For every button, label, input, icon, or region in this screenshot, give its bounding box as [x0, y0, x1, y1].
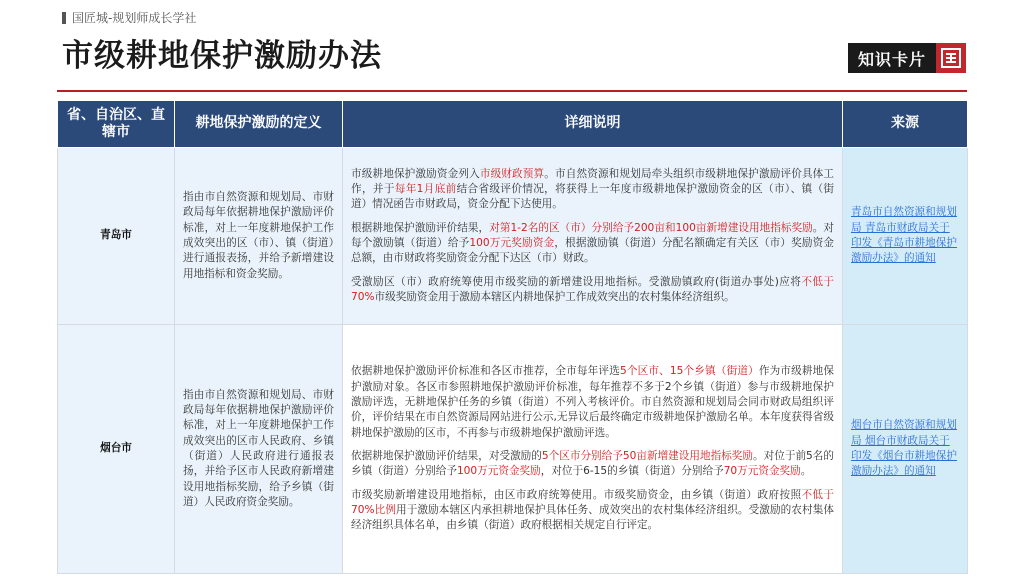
policy-table — [57, 100, 968, 574]
knowledge-card-badge — [848, 43, 966, 73]
detail-paragraph: 依据耕地保护激励评价标准和各区市推荐，全市每年评选5个区市、15个乡镇（街道）作为市级耕地保护激励对象。各区市参照耕地保护激励评价标准，每年推荐不多于2个乡镇（街道）参与市级耕地保护激励评选，无耕地保护任务的乡镇（街道）不列入考核评价。市自然资源和规划局会同市财政局组织评价，评价结果在市自然资源局网站进行公示,无异议后最终确定市级耕地保护激励名单。本年度获得省级耕地保护激励的区市，不再参与市级耕地保护激励评选。 — [351, 365, 834, 439]
brand-bar-icon — [62, 12, 66, 24]
header-detail: 详细说明 — [343, 101, 843, 148]
page-title: 市级耕地保护激励办法 — [62, 38, 382, 74]
table-header-row — [58, 101, 968, 148]
source-cell — [843, 325, 968, 574]
definition-text: 指由市自然资源和规划局、市财政局每年依据耕地保护激励评价标准，对上一年度耕地保护工作成效突出的区市人民政府、乡镇（街道）人民政府进行通报表扬，并给予区市人民政府新增建设用地指标奖励，给予乡镇（街道）人民政府资金奖励。 — [175, 325, 343, 574]
brand-text: 国匠城-规划师成长学社 — [72, 11, 197, 25]
header-region: 省、自治区、直辖市 — [58, 101, 175, 148]
table-row-qingdao — [58, 148, 968, 325]
source-link[interactable]: 烟台市自然资源和规划局 烟台市财政局关于印发《烟台市耕地保护激励办法》的通知 — [851, 419, 957, 478]
detail-paragraph: 根据耕地保护激励评价结果，对第1-2名的区（市）分别给予200亩和100亩新增建设用地指标奖励。对每个激励镇（街道）给予100万元奖励资金，根据激励镇（街道）分配名额确定有关区（市）奖励资金总额，由市财政将奖励资金分配下达区（市）财政。 — [351, 221, 835, 265]
detail-text — [343, 148, 843, 325]
city-name: 烟台市 — [58, 325, 175, 574]
brand-header — [62, 9, 196, 26]
city-name: 青岛市 — [58, 148, 175, 325]
badge-label: 知识卡片 — [848, 43, 936, 73]
detail-text — [343, 325, 843, 574]
definition-text: 指由市自然资源和规划局、市财政局每年依据耕地保护激励评价标准，对上一年度耕地保护工作成效突出的区（市）、镇（街道）进行通报表扬，并给予新增建设用地指标和资金奖励。 — [175, 148, 343, 325]
title-divider — [57, 90, 967, 92]
detail-paragraph: 受激励区（市）政府统筹使用市级奖励的新增建设用地指标。受激励镇政府(街道办事处)应将不低于70%市级奖励资金用于激励本辖区内耕地保护工作成效突出的农村集体经济组织。 — [351, 275, 834, 304]
table-row-yantai — [58, 325, 968, 574]
detail-paragraph: 市级耕地保护激励资金列入市级财政预算。市自然资源和规划局牵头组织市级耕地保护激励评价具体工作，并于每年1月底前结合省级评价情况，将获得上一年度市级耕地保护激励资金的区（市）、镇（街道）情况函告市财政局，资金分配下达使用。 — [351, 167, 835, 211]
header-source: 来源 — [843, 101, 968, 148]
detail-paragraph: 市级奖励新增建设用地指标，由区市政府统筹使用。市级奖励资金，由乡镇（街道）政府按照不低于70%比例用于激励本辖区内承担耕地保护具体任务、成效突出的农村集体经济组织。受激励的农村集体经济组织具体名单，由乡镇（街道）政府根据相关规定自行评定。 — [351, 488, 835, 532]
source-cell — [843, 148, 968, 325]
source-link[interactable]: 青岛市自然资源和规划局 青岛市财政局关于印发《青岛市耕地保护激励办法》的通知 — [851, 206, 957, 265]
detail-paragraph: 依据耕地保护激励评价结果，对受激励的5个区市分别给予50亩新增建设用地指标奖励。对位于前5名的乡镇（街道）分别给予100万元资金奖励，对位于6-15的乡镇（街道）分别给予70万元资金奖励。 — [351, 450, 835, 478]
seal-logo-icon — [936, 43, 966, 73]
header-definition: 耕地保护激励的定义 — [175, 101, 343, 148]
